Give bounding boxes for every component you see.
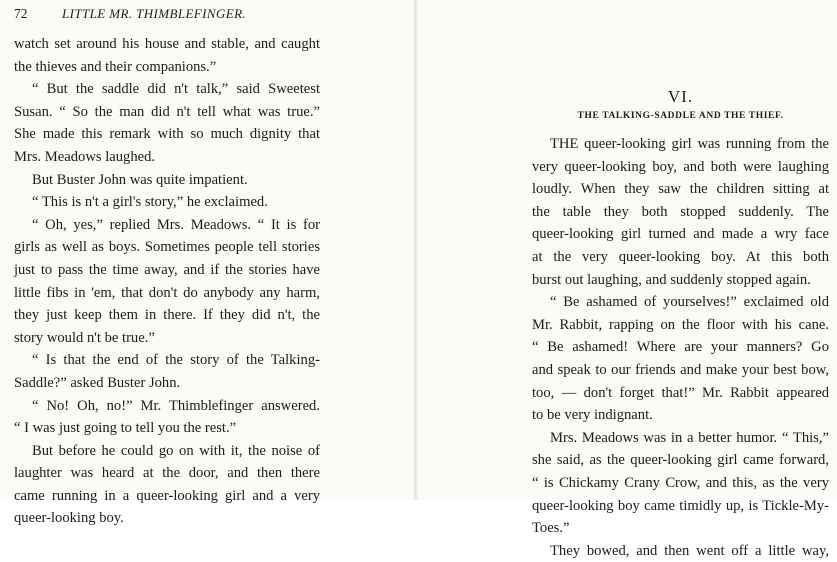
text-line: “ Oh, yes,” replied Mrs. Meadows. “ It is for	[32, 216, 320, 233]
text-line: Susan. “ So the man did n't tell what was true.”	[14, 103, 320, 120]
text-line: just to pass the time away, and if the stories have	[14, 261, 320, 278]
text-line: watch set around his house and stable, and caught	[14, 36, 320, 52]
text-line: “ is Chickamy Crany Crow, and this, as the very	[532, 474, 829, 491]
text-line: laughter was heard at the door, and then there	[14, 465, 320, 482]
text-line: she said, as the queer-looking girl came forward,	[532, 452, 829, 469]
text-line: “ I was just going to tell you the rest.”	[14, 420, 237, 437]
text-line: Mrs. Meadows was in a better humor. “ This,”	[550, 429, 829, 446]
text-line: they just keep them in there. If they did n't, the	[14, 307, 320, 324]
text-line: They bowed, and then went off a little way,	[550, 542, 829, 559]
text-line: She made this remark with so much dignity that	[14, 126, 320, 143]
text-line: But Buster John was quite impatient.	[32, 171, 248, 188]
text-line: Mr. Rabbit, rapping on the floor with his cane.	[532, 316, 829, 333]
page-header	[14, 6, 320, 24]
chapter-number: VI.	[667, 87, 694, 106]
text-line: THE queer-looking girl was running from the	[550, 136, 829, 152]
text-line: “ Be ashamed of yourselves!” exclaimed old	[550, 294, 829, 311]
text-line: loudly. When they saw the children sitting at	[532, 181, 829, 198]
text-line: Saddle?” asked Buster John.	[14, 374, 181, 391]
text-line: “ Be ashamed! Where are your manners? Go	[532, 339, 829, 356]
text-line: But before he could go on with it, the noise of	[32, 442, 320, 459]
text-line: girls as well as boys. Sometimes people tell stories	[14, 239, 320, 256]
text-line: queer-looking boy came timidly up, is Tickle-My-	[532, 497, 829, 514]
text-line: “ No! Oh, no!” Mr. Thimblefinger answered.	[32, 397, 320, 414]
text-line: burst out laughing, and suddenly stopped again.	[532, 271, 811, 288]
text-line: “ Is that the end of the story of the Talking-	[32, 352, 320, 369]
text-line: Mrs. Meadows laughed.	[14, 148, 156, 165]
text-line: the table they both stopped suddenly. The	[532, 203, 829, 220]
left-page-text	[14, 33, 320, 530]
text-line: the thieves and their companions.”	[14, 58, 217, 75]
text-line: very queer-looking boy, and both were laughing	[532, 158, 829, 175]
text-line: and speak to our friends and make your best bow,	[532, 361, 829, 378]
text-line: queer-looking girl turned and made a wry face	[532, 226, 829, 243]
text-line: little fibs in 'em, that don't do anybody any harm,	[14, 284, 320, 301]
running-title: LITTLE MR. THIMBLEFINGER.	[62, 6, 247, 21]
text-line: at the very queer-looking boy. At this both	[532, 248, 829, 265]
text-line: Toes.”	[532, 520, 570, 537]
text-line: “ But the saddle did n't talk,” said Sweetest	[32, 81, 320, 98]
right-page-text	[532, 133, 829, 562]
text-line: too, — don't forget that!” Mr. Rabbit appeared	[532, 384, 829, 401]
text-line: queer-looking boy.	[14, 510, 124, 527]
text-line: story would n't be true.”	[14, 329, 155, 346]
text-line: “ This is n't a girl's story,” he exclaimed.	[32, 194, 268, 211]
chapter-title: THE TALKING-SADDLE AND THE THIEF.	[577, 111, 784, 121]
page-number: 72	[14, 6, 28, 21]
text-line: came running in a queer-looking girl and a very	[14, 487, 320, 504]
text-line: to be very indignant.	[532, 407, 653, 424]
